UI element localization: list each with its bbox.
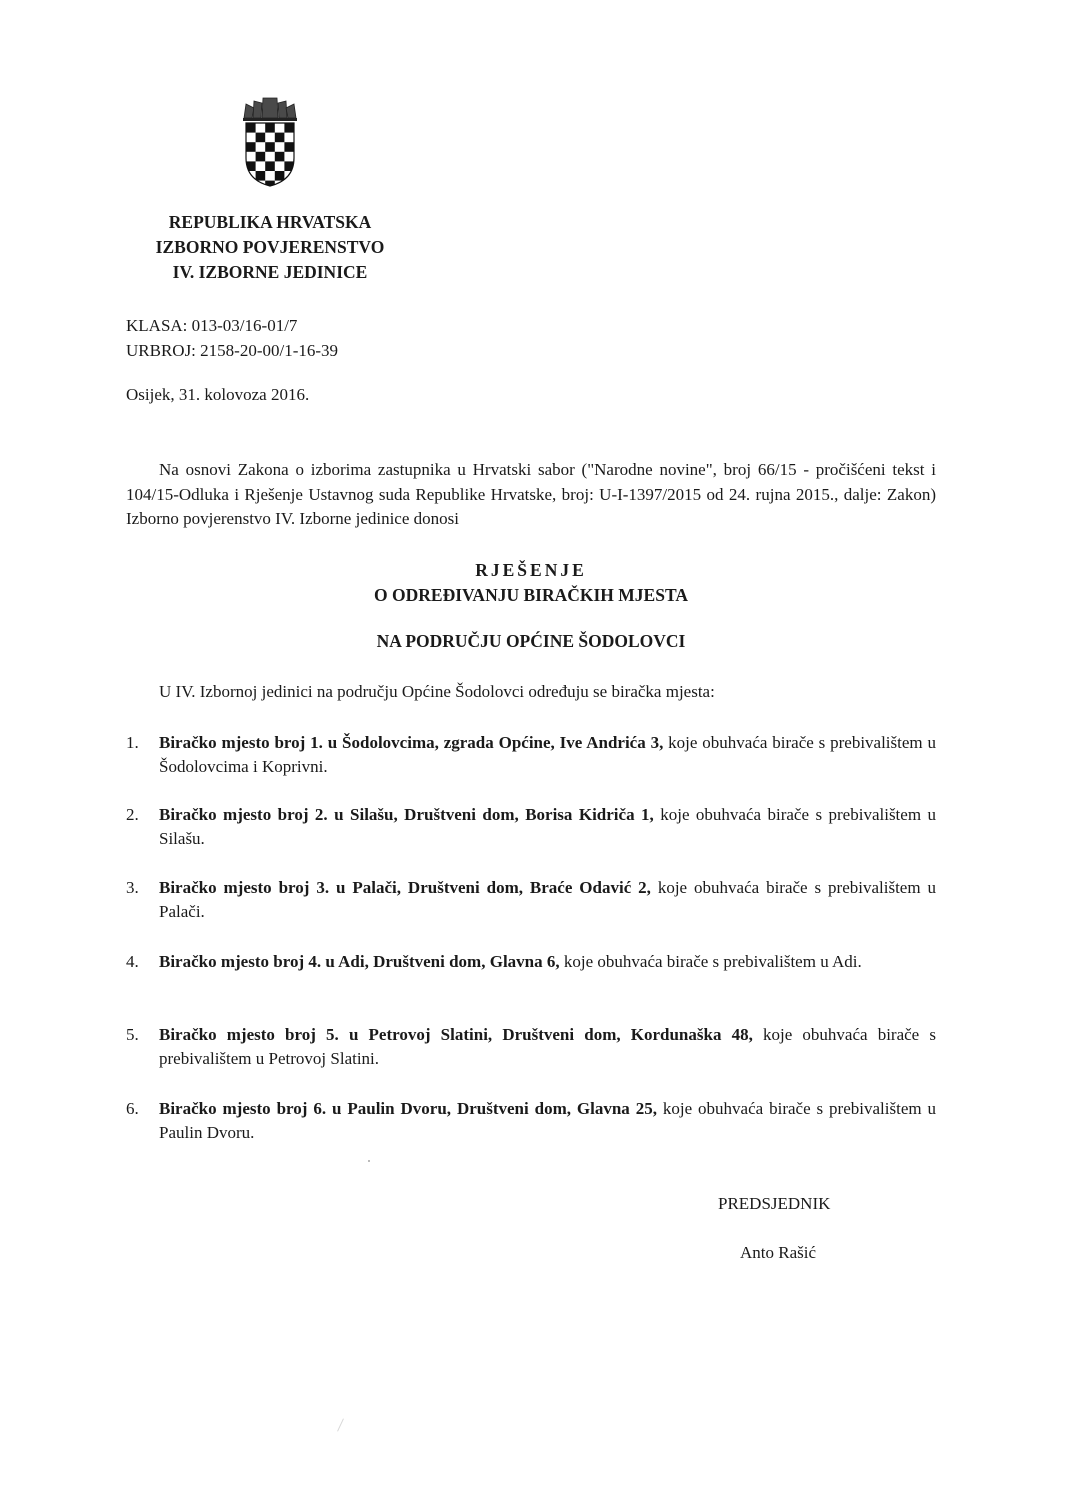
croatian-coat-of-arms-icon — [240, 96, 300, 188]
issuer-header — [130, 210, 410, 285]
lead-sentence: U IV. Izbornoj jedinici na području Općine Šodolovci određuju se biračka mjesta: — [159, 682, 715, 701]
document-date: Osijek, 31. kolovoza 2016. — [126, 385, 310, 404]
item-location: Biračko mjesto broj 4. u Adi, Društveni dom, Glavna 6, — [159, 952, 560, 971]
item-location: Biračko mjesto broj 3. u Palači, Društveni dom, Braće Odavić 2, — [159, 878, 651, 897]
item-location: Biračko mjesto broj 5. u Petrovoj Slatini, Društveni dom, Kordunaška 48, — [159, 1025, 753, 1044]
intro-text: Na osnovi Zakona o izborima zastupnika u Hrvatski sabor ("Narodne novine", broj 66/15 - pročišćeni tekst i 104/15-Odluka i Rješenje Ustavnog suda Republike Hrvatske, broj: U-I-1397/2015 od 24. rujna 2015., dalje: Zakon) Izborno povjerenstvo IV. Izborne jedinice donosi — [126, 460, 936, 528]
item-number: 1. — [126, 733, 139, 752]
klasa-line: KLASA: 013-03/16-01/7 — [126, 316, 298, 335]
decision-area: NA PODRUČJU OPĆINE ŠODOLOVCI — [376, 631, 686, 651]
signatory-name: Anto Rašić — [740, 1243, 817, 1262]
urbroj-line: URBROJ: 2158-20-00/1-16-39 — [126, 341, 339, 360]
decision-title: RJEŠENJE — [475, 560, 587, 580]
signatory-title: PREDSJEDNIK — [718, 1194, 831, 1213]
item-description: koje obuhvaća birače s prebivalištem u Paulin Dvoru. — [159, 1099, 936, 1142]
header-line-3: IV. IZBORNE JEDINICE — [172, 262, 368, 282]
list-item — [126, 1023, 936, 1071]
list-item — [126, 731, 936, 779]
item-number: 3. — [126, 878, 139, 897]
list-item — [126, 876, 936, 924]
item-location: Biračko mjesto broj 6. u Paulin Dvoru, Društveni dom, Glavna 25, — [159, 1099, 657, 1118]
list-item — [126, 950, 936, 974]
item-description: koje obuhvaća birače s prebivalištem u Silašu. — [159, 805, 936, 848]
reference-numbers — [126, 313, 338, 363]
legal-basis-paragraph — [126, 458, 936, 532]
decision-subtitle: O ODREĐIVANJU BIRAČKIH MJESTA — [374, 585, 688, 605]
item-location: Biračko mjesto broj 1. u Šodolovcima, zgrada Općine, Ive Andrića 3, — [159, 733, 664, 752]
item-location: Biračko mjesto broj 2. u Silašu, Društveni dom, Borisa Kidriča 1, — [159, 805, 654, 824]
scan-speck — [368, 1160, 370, 1162]
item-number: 4. — [126, 952, 139, 971]
item-description: koje obuhvaća birače s prebivalištem u Adi. — [559, 952, 862, 971]
header-line-1: REPUBLIKA HRVATSKA — [168, 212, 372, 232]
item-description: koje obuhvaća birače s prebivalištem u Petrovoj Slatini. — [159, 1025, 936, 1068]
scan-speck — [337, 1418, 344, 1431]
item-number: 6. — [126, 1099, 139, 1118]
item-number: 2. — [126, 805, 139, 824]
item-description: koje obuhvaća birače s prebivalištem u Palači. — [159, 878, 936, 921]
list-item — [126, 803, 936, 851]
list-item — [126, 1097, 936, 1145]
item-number: 5. — [126, 1025, 139, 1044]
header-line-2: IZBORNO POVJERENSTVO — [155, 237, 385, 257]
item-description: koje obuhvaća birače s prebivalištem u Šodolovcima i Koprivni. — [159, 733, 936, 776]
